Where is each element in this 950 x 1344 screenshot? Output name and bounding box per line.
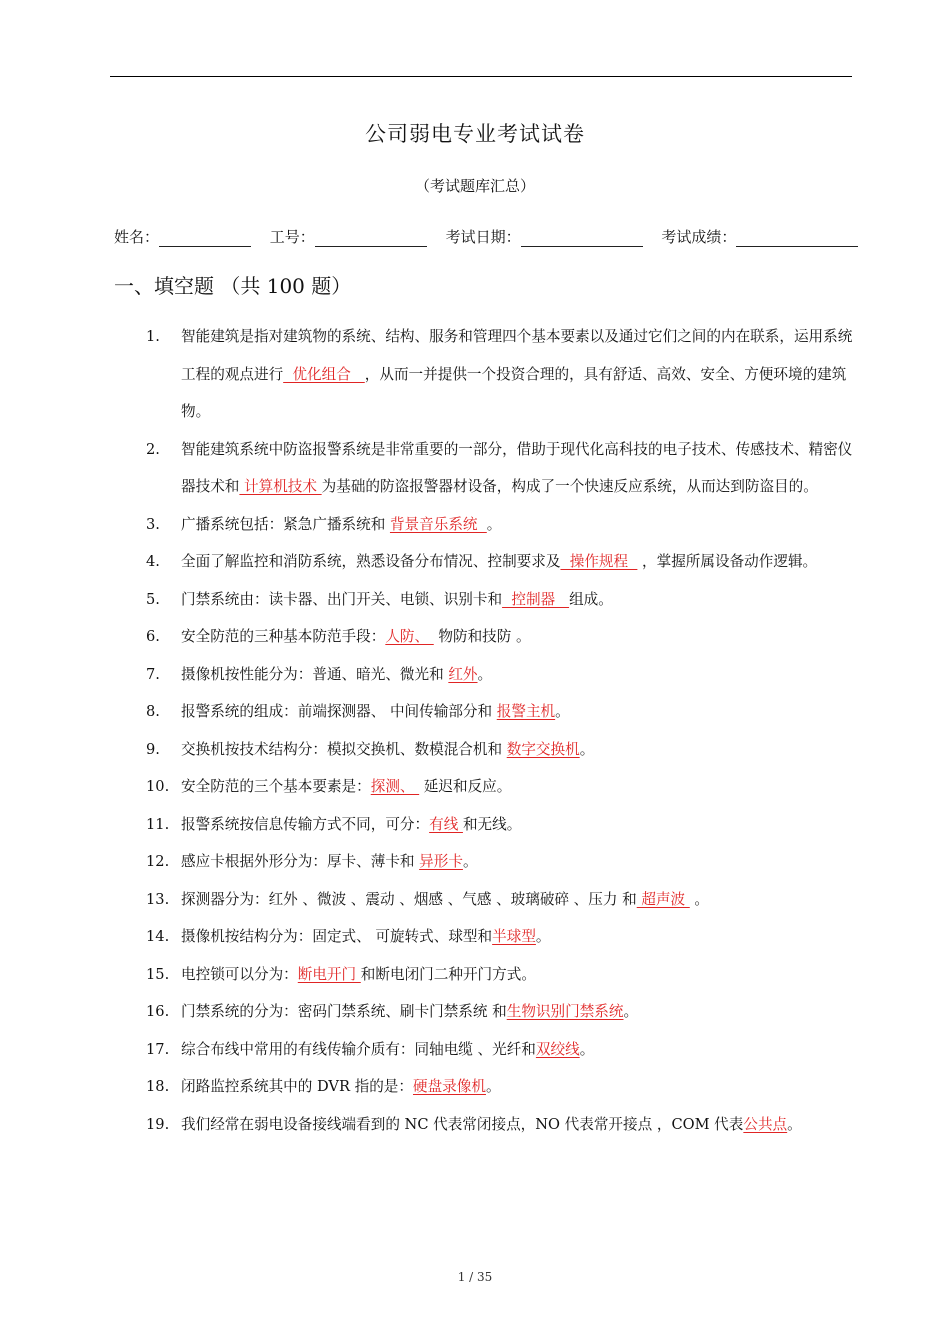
question-number: 11. [146, 815, 170, 833]
exam-date-blank[interactable] [521, 230, 643, 247]
question-text: 闭路监控系统其中的 DVR 指的是： [181, 1078, 413, 1095]
question-number: 4. [146, 553, 160, 570]
question-item [146, 806, 858, 844]
question-text: 门禁系统的分为：密码门禁系统、刷卡门禁系统 和 [181, 1003, 507, 1020]
question-number: 10. [146, 778, 170, 795]
page-number: 1 / 35 [457, 1270, 493, 1284]
question-item [146, 618, 858, 656]
question-item [146, 731, 858, 769]
question-item [146, 543, 858, 581]
answer-text: 背景音乐系统 [389, 515, 487, 533]
question-text: 安全防范的三个基本要素是： [181, 778, 371, 795]
question-text: 智能建筑系统中防盗报警系统是非常重要的一部分，借助于现代化高科技的电子技术、传感技术、精密仪器技术和 [181, 440, 853, 495]
question-item [146, 843, 858, 881]
question-text: 感应卡根据外形分为：厚卡、薄卡和 [181, 853, 420, 870]
question-number: 8. [146, 703, 160, 720]
question-text: 。 [535, 928, 551, 945]
question-item [146, 581, 858, 619]
question-number: 19. [146, 1115, 170, 1133]
question-number: 3. [146, 515, 160, 533]
employee-id-label: 工号： [269, 228, 315, 246]
question-item [146, 1031, 858, 1069]
question-text: 全面了解监控和消防系统，熟悉设备分布情况、控制要求及 [181, 553, 561, 570]
question-text: 报警系统的组成：前端探测器、 中间传输部分和 [181, 703, 497, 720]
question-text: 组成。 [569, 590, 613, 608]
answer-text: 数字交换机 [506, 740, 580, 758]
question-text: 广播系统包括：紧急广播系统和 [181, 515, 390, 533]
question-number: 12. [146, 853, 170, 870]
question-number: 17. [146, 1040, 170, 1058]
question-text: 。 [579, 1040, 595, 1058]
question-text: 为基础的防盗报警器材设备，构成了一个快速反应系统，从而达到防盗目的。 [321, 478, 818, 495]
header-rule [110, 76, 852, 77]
question-text: 。 [462, 853, 478, 870]
exam-score-field [661, 226, 872, 247]
question-text: 摄像机按结构分为：固定式、 可旋转式、球型和 [181, 928, 493, 945]
answer-text: 优化组合 [283, 365, 365, 383]
exam-score-label: 考试成绩： [661, 228, 737, 246]
question-text: 。 [477, 665, 493, 683]
question-text: ，从而一并提供一个投资合理的，具有舒适、高效、安全、方便环境的建筑物。 [181, 365, 847, 420]
answer-text: 异形卡 [419, 853, 463, 870]
answer-text: 控制器 [502, 590, 570, 608]
question-text: 综合布线中常用的有线传输介质有：同轴电缆 、光纤和 [181, 1040, 536, 1058]
question-text: 。 [689, 890, 709, 908]
answer-text: 生物识别门禁系统 [506, 1003, 624, 1020]
question-number: 16. [146, 1003, 170, 1020]
question-text: 智能建筑是指对建筑物的系统、结构、服务和管理四个基本要素以及通过它们之间的内在联系，运用系统工程的观点进行 [181, 328, 853, 383]
answer-text: 硬盘录像机 [412, 1078, 486, 1095]
exam-date-label: 考试日期： [445, 228, 521, 246]
question-item [146, 693, 858, 731]
question-item [146, 318, 858, 431]
exam-date-field [446, 226, 657, 247]
question-number: 14. [146, 928, 170, 945]
answer-text: 有线 [429, 815, 463, 833]
document-subtitle: （考试题库汇总） [414, 177, 535, 195]
examinee-info-row [114, 226, 874, 247]
answer-text: 计算机技术 [239, 478, 322, 495]
answer-text: 操作规程 [560, 553, 638, 570]
question-text: 安全防范的三种基本防范手段： [181, 628, 386, 645]
question-text: 。 [555, 703, 570, 720]
question-text: 交换机按技术结构分：模拟交换机、数模混合机和 [181, 740, 507, 758]
answer-text: 红外 [448, 665, 478, 683]
name-label: 姓名： [114, 228, 160, 246]
name-field [114, 226, 265, 247]
question-item [146, 993, 858, 1031]
question-text: 探测器分为：红外 、微波 、震动 、烟感 、气感 、玻璃破碎 、压力 和 [181, 890, 637, 908]
question-list [146, 318, 858, 1143]
question-text: 物防和技防 。 [433, 628, 531, 645]
question-number: 7. [146, 665, 160, 683]
question-text: 电控锁可以分为： [181, 965, 298, 983]
question-text: 门禁系统由：读卡器、出门开关、电锁、识别卡和 [181, 590, 503, 608]
answer-text: 双绞线 [535, 1040, 580, 1058]
question-text: 。 [485, 1078, 501, 1095]
employee-id-field [270, 226, 441, 247]
question-item [146, 918, 858, 956]
employee-id-blank[interactable] [315, 230, 427, 247]
question-number: 13. [146, 890, 170, 908]
question-text: 。 [579, 740, 595, 758]
question-text: 和断电闭门二种开门方式。 [360, 965, 536, 983]
document-title: 公司弱电专业考试试卷 [365, 122, 585, 146]
name-blank[interactable] [159, 230, 251, 247]
question-text: 。 [623, 1003, 639, 1020]
section-heading: 一、填空题 （共 100 题） [114, 274, 352, 298]
answer-text: 超声波 [636, 890, 690, 908]
question-item [146, 881, 858, 919]
answer-text: 报警主机 [496, 703, 556, 720]
question-text: 摄像机按性能分为：普通、暗光、微光和 [181, 665, 449, 683]
answer-text: 人防、 [385, 628, 434, 645]
question-number: 9. [146, 740, 160, 758]
exam-score-blank[interactable] [736, 230, 858, 247]
question-item [146, 656, 858, 694]
question-item [146, 431, 858, 506]
question-text: 我们经常在弱电设备接线端看到的 NC 代表常闭接点，NO 代表常开接点 ，COM 代表 [181, 1115, 744, 1133]
answer-text: 公共点 [743, 1115, 788, 1133]
question-text: 。 [486, 515, 502, 533]
answer-text: 半球型 [492, 928, 536, 945]
question-item [146, 506, 858, 544]
question-item [146, 956, 858, 994]
question-number: 18. [146, 1078, 170, 1095]
question-item [146, 1106, 858, 1144]
question-number: 1. [146, 328, 160, 345]
question-number: 15. [146, 965, 170, 983]
question-text: 和无线。 [462, 815, 522, 833]
answer-text: 探测、 [370, 778, 420, 795]
question-number: 5. [146, 590, 160, 608]
question-number: 2. [146, 440, 160, 458]
question-text: 报警系统按信息传输方式不同，可分： [181, 815, 430, 833]
question-text: 。 [787, 1115, 802, 1133]
question-text: 延迟和反应。 [419, 778, 512, 795]
question-text: ，掌握所属设备动作逻辑。 [637, 553, 818, 570]
question-number: 6. [146, 628, 160, 645]
question-item [146, 1068, 858, 1106]
answer-text: 断电开门 [297, 965, 361, 983]
question-item [146, 768, 858, 806]
